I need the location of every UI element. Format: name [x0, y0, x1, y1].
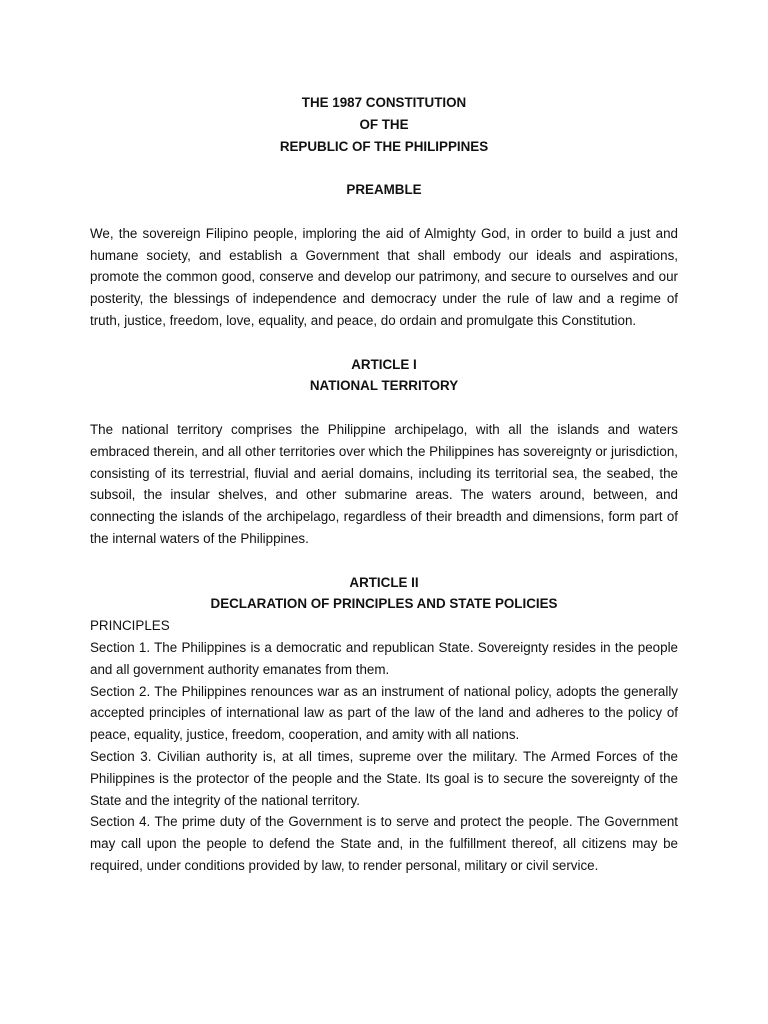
spacer: [90, 397, 678, 419]
article-2-section-4: Section 4. The prime duty of the Government is to serve and protect the people. The Government may call upon the people to defend the State and, in the fulfillment thereof, all citizens may be required, under conditions provided by law, to render personal, military or civil service.: [90, 814, 678, 873]
preamble-heading: PREAMBLE: [346, 182, 422, 198]
article-2-number: ARTICLE II: [349, 574, 419, 590]
document-content: [90, 92, 678, 877]
spacer: [90, 332, 678, 354]
article-2-section-1: Section 1. The Philippines is a democratic and republican State. Sovereignty resides in the people and all government authority emanates from them.: [90, 639, 678, 677]
spacer: [90, 201, 678, 223]
article-2-section-3: Section 3. Civilian authority is, at all times, supreme over the military. The Armed Forces of the Philippines is the protector of the people and the State. Its goal is to secure the sovereignty of the State and the integrity of the national territory.: [90, 748, 678, 808]
article-1-title: NATIONAL TERRITORY: [309, 378, 459, 394]
document-title-line-2: OF THE: [359, 116, 409, 132]
preamble-paragraph: We, the sovereign Filipino people, imploring the aid of Almighty God, in order to build a just and humane society, and establish a Government that shall embody our ideals and aspirations, promote the common good, conserve and develop our patrimony, and secure to ourselves and our posterity, the blessings of independence and democracy under the rule of law and a regime of truth, justice, freedom, love, equality, and peace, do ordain and promulgate this Constitution.: [90, 225, 678, 328]
article-1-number: ARTICLE I: [351, 356, 417, 372]
spacer: [90, 157, 678, 179]
article-1-paragraph: The national territory comprises the Philippine archipelago, with all the islands and waters embraced therein, and all other territories over which the Philippines has sovereignty or jurisdiction, consisting of its terrestrial, fluvial and aerial domains, including its territorial sea, the seabed, the subsoil, the insular shelves, and other submarine areas. The waters around, between, and connecting the islands of the archipelago, regardless of their breadth and dimensions, form part of the internal waters of the Philippines.: [90, 421, 678, 546]
article-2-section-2: Section 2. The Philippines renounces war as an instrument of national policy, adopts the generally accepted principles of international law as part of the law of the land and adheres to the policy of peace, equality, justice, freedom, cooperation, and amity with all nations.: [90, 683, 678, 743]
document-title-line-1: THE 1987 CONSTITUTION: [301, 95, 467, 110]
document-title-line-3: REPUBLIC OF THE PHILIPPINES: [279, 138, 489, 154]
principles-subheading: PRINCIPLES: [90, 618, 170, 634]
article-2-title: DECLARATION OF PRINCIPLES AND STATE POLICIES: [210, 596, 558, 612]
spacer: [90, 550, 678, 572]
